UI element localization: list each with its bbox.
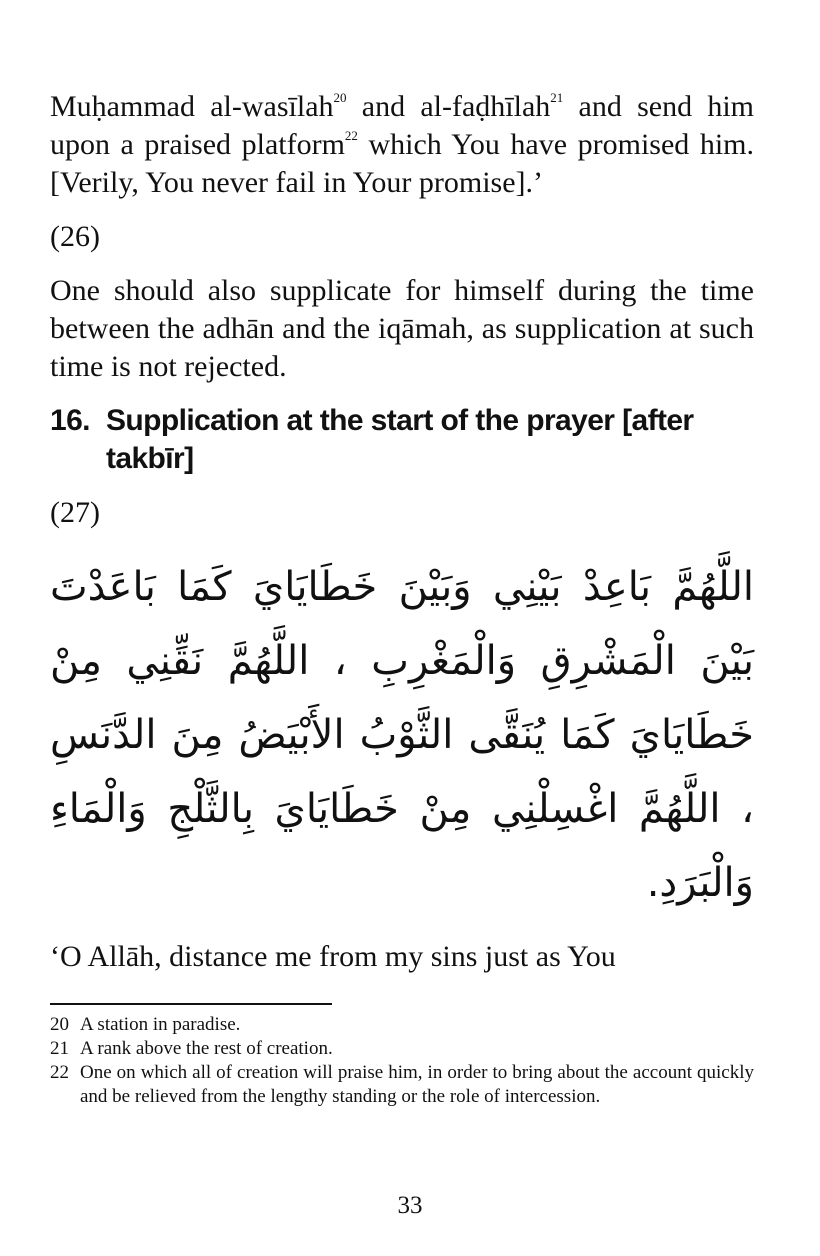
page-number: 33 [397, 1192, 423, 1219]
hadith-number-27: (27) [50, 496, 100, 529]
footnote-divider [50, 1003, 332, 1005]
footnote-text: One on which all of creation will praise him, in order to bring about the account quickly and be relieved from the lengthy standing or the role of intercession. [80, 1062, 754, 1107]
footnote-ref-21[interactable]: 21 [550, 90, 564, 105]
footnotes [50, 1013, 754, 1109]
footnote-21 [50, 1037, 754, 1061]
paragraph-translation: ‘O Allāh, distance me from my sins just as You [50, 940, 616, 973]
paragraph-supplication-note: One should also supplicate for himself during the time between the adhān and the iqāmah, as supplication at such time is not rejected. [50, 274, 754, 383]
paragraph-continuation [50, 88, 754, 202]
footnote-text: A rank above the rest of creation. [80, 1038, 333, 1059]
page-body [50, 88, 754, 976]
footnote-20 [50, 1013, 754, 1037]
section-heading [50, 402, 754, 478]
text-run: and send him upon a praised platform [50, 90, 754, 161]
text-run: and al-faḍhīlah [346, 90, 551, 123]
footnote-ref-20[interactable]: 20 [333, 90, 347, 105]
section-number: 16. [50, 404, 90, 437]
text-run: which You have promised him. [Verily, You never fail in Your promise].’ [50, 128, 754, 199]
footnote-ref-22[interactable]: 22 [344, 128, 358, 143]
footnote-number: 22 [50, 1062, 69, 1083]
footnote-text: A station in paradise. [80, 1014, 241, 1035]
footnote-22 [50, 1061, 754, 1109]
footnote-number: 21 [50, 1038, 69, 1059]
text-run: Muḥammad al-wasīlah [50, 90, 334, 123]
arabic-supplication: اللَّهُمَّ بَاعِدْ بَيْنِي وَبَيْنَ خَطَايَايَ كَمَا بَاعَدْتَ بَيْنَ الْمَشْرِقِ وَالْمَغْرِبِ ، اللَّهُمَّ نَقِّنِي مِنْ خَطَايَايَ كَمَا يُنَقَّى الثَّوْبُ الأَبْيَضُ مِنَ الدَّنَسِ ، اللَّهُمَّ اغْسِلْنِي مِنْ خَطَايَايَ بِالثَّلْجِ وَالْمَاءِ وَالْبَرَدِ. [50, 564, 754, 906]
section-title: Supplication at the start of the prayer [after takbīr] [106, 404, 694, 475]
footnote-number: 20 [50, 1014, 69, 1035]
hadith-number-26: (26) [50, 220, 100, 253]
